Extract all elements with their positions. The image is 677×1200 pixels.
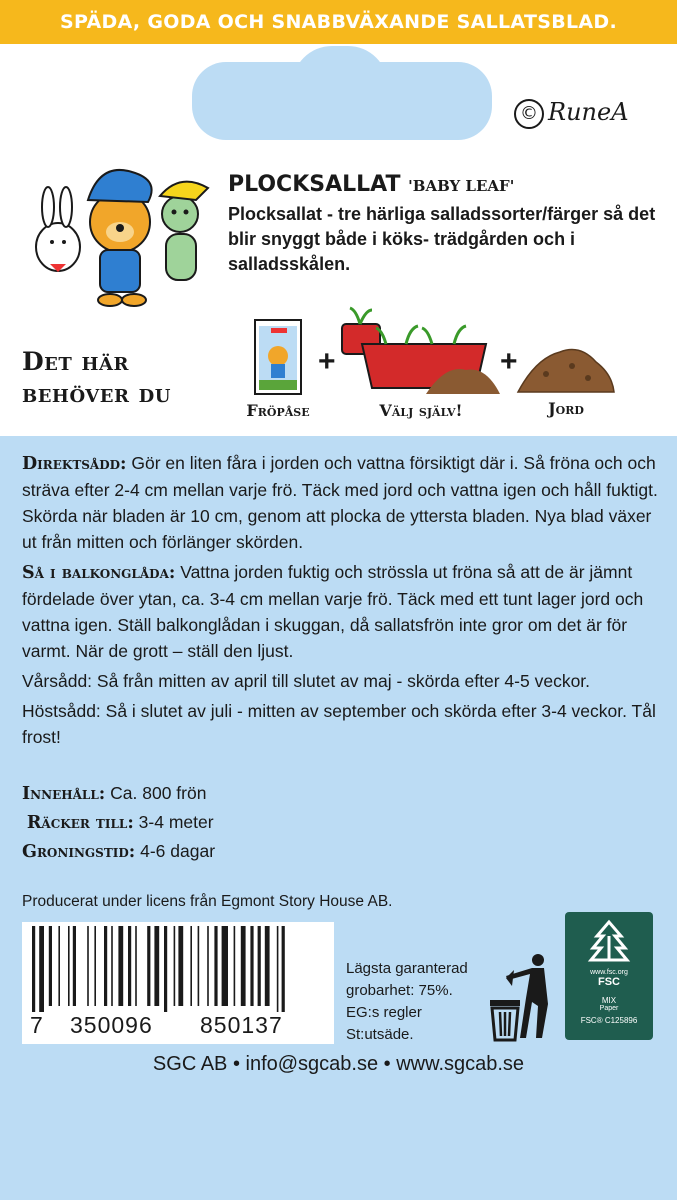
spring-sowing-label: Vårsådd:	[22, 671, 93, 691]
product-variety: 'BABY LEAF'	[408, 177, 515, 195]
direct-sowing-text: Gör en liten fåra i jorden och vattna försiktigt där i. Så fröna och och sträva efter 2-4 cm mellan varje frö. Täck med jord och vattna igen och håll fuktigt. Skörda när bladen är 10 cm, genom att plocka de yttersta bladen. Nya blad växer ut från mitten och förlänger skörden.	[22, 453, 658, 552]
fact-germination-label: Groningstid:	[22, 842, 136, 862]
top-banner	[0, 0, 677, 44]
fsc-code: FSC® C125896	[580, 1016, 638, 1025]
need-item-soil	[516, 338, 616, 418]
need-label-containers: Välj själv!	[379, 401, 463, 420]
barcode-group2: 850137	[200, 1012, 283, 1038]
fact-covers-label: Räcker till:	[26, 813, 134, 833]
need-item-seed-packet	[238, 318, 318, 420]
balcony-label: Så i balkonglåda:	[22, 563, 176, 583]
soil-pile-icon	[516, 338, 616, 394]
fact-germination-value: 4-6 dagar	[135, 841, 216, 861]
fsc-word: FSC	[598, 976, 620, 988]
barcode-bar	[104, 926, 107, 1006]
fact-covers	[22, 808, 215, 837]
fsc-url: www.fsc.org	[590, 969, 628, 976]
seed-packet-icon	[253, 318, 303, 396]
plus-sign-2: +	[500, 345, 518, 378]
fsc-mix: MIX	[601, 996, 617, 1005]
germination-line4: St:utsäde.	[346, 1026, 414, 1043]
need-label-seed-packet: Fröpåse	[246, 401, 310, 420]
barcode-bar	[164, 926, 167, 1012]
need-label-soil: Jord	[548, 399, 584, 418]
needs-heading-line1: Det här	[22, 347, 129, 376]
barcode-bar	[128, 926, 131, 1006]
barcode-bars	[28, 926, 328, 1012]
barcode-number	[30, 1012, 283, 1039]
direct-sowing-label: Direktsådd:	[22, 454, 127, 474]
plus-sign-1: +	[318, 345, 336, 378]
fsc-paper: Paper	[599, 1005, 619, 1012]
germination-info	[346, 958, 468, 1046]
barcode	[22, 922, 334, 1044]
cartoon-characters-illustration	[20, 152, 220, 312]
footer-contact: SGC AB • info@sgcab.se • www.sgcab.se	[152, 1053, 525, 1075]
barcode-bar	[94, 926, 96, 1006]
barcode-bar	[147, 926, 150, 1006]
barcode-bar	[58, 926, 60, 1006]
fact-germination	[22, 837, 215, 866]
barcode-bar	[49, 926, 52, 1006]
autumn-sowing-label: Höstsådd:	[22, 701, 101, 721]
barcode-bar	[282, 926, 285, 1012]
barcode-bar	[265, 926, 270, 1006]
autumn-sowing-text: Så i slutet av juli - mitten av september och skörda efter 3-4 veckor. Tål frost!	[22, 701, 656, 747]
barcode-bar	[32, 926, 35, 1012]
barcode-bar	[258, 926, 261, 1006]
barcode-bar	[87, 926, 89, 1006]
spring-sowing-text: Så från mitten av april till slutet av maj - skörda efter 4-5 veckor.	[92, 671, 591, 691]
balcony-paragraph	[22, 559, 662, 664]
barcode-bar	[222, 926, 228, 1006]
copyright-signature: RuneA	[548, 98, 629, 126]
needs-heading-line2: behöver du	[22, 379, 171, 408]
barcode-bar	[73, 926, 76, 1006]
trash-disposal-icon	[486, 952, 558, 1042]
balcony-text: Vattna jorden fuktig och strössla ut fröna så att de är jämnt fördelade över ytan, ca. 3-4 cm mellan varje frö. Täck med ett tunt lager jord och vattna igen. Ställ balkonglådan i skuggan, då sallatsfrön inte gror om det är för varmt. När de grott – ställ den ljust.	[22, 562, 644, 661]
barcode-bar	[154, 926, 159, 1006]
copyright-symbol: ©	[514, 99, 544, 129]
hang-tab-hole	[192, 62, 492, 140]
barcode-group1: 350096	[70, 1012, 153, 1038]
fact-content-label: Innehåll:	[22, 784, 106, 804]
barcode-bar	[135, 926, 137, 1006]
barcode-bar	[214, 926, 217, 1006]
barcode-bar	[234, 926, 236, 1006]
barcode-bar	[118, 926, 123, 1006]
planter-box-icon	[336, 304, 506, 396]
germination-line3: EG:s regler	[346, 1004, 422, 1021]
need-item-containers	[336, 304, 506, 420]
fact-content-value: Ca. 800 frön	[105, 783, 207, 803]
product-title	[228, 172, 514, 197]
barcode-bar	[68, 926, 70, 1006]
barcode-bar	[207, 926, 209, 1006]
fact-content	[22, 779, 215, 808]
autumn-sowing-paragraph	[22, 698, 662, 750]
germination-line1: Lägsta garanterad	[346, 960, 468, 977]
barcode-first-digit: 7	[30, 1012, 44, 1038]
barcode-bar	[241, 926, 246, 1006]
banner-text: SPÄDA, GODA OCH SNABBVÄXANDE SALLATSBLAD.	[60, 11, 617, 33]
needs-heading	[22, 346, 242, 410]
product-description: Plocksallat - tre härliga salladssorter/färger så det blir snyggt både i köks- trädgården och i salladsskålen.	[228, 204, 656, 274]
barcode-bar	[111, 926, 113, 1006]
barcode-bar	[39, 926, 44, 1012]
product-name: PLOCKSALLAT	[228, 172, 401, 197]
barcode-bar	[174, 926, 176, 1006]
fsc-badge	[565, 912, 653, 1040]
instructions-section	[22, 450, 662, 754]
barcode-bar	[178, 926, 183, 1006]
barcode-bar	[250, 926, 253, 1006]
fsc-tree-icon	[579, 918, 639, 964]
barcode-bar	[198, 926, 200, 1006]
direct-sowing-paragraph	[22, 450, 662, 555]
facts-section	[22, 779, 215, 866]
germination-line2: grobarhet: 75%.	[346, 982, 453, 999]
copyright-mark	[514, 98, 629, 129]
barcode-bar	[190, 926, 192, 1006]
barcode-bar	[277, 926, 279, 1012]
license-text: Producerat under licens från Egmont Story House AB.	[22, 893, 393, 910]
fact-covers-value: 3-4 meter	[133, 812, 214, 832]
spring-sowing-paragraph	[22, 668, 662, 694]
